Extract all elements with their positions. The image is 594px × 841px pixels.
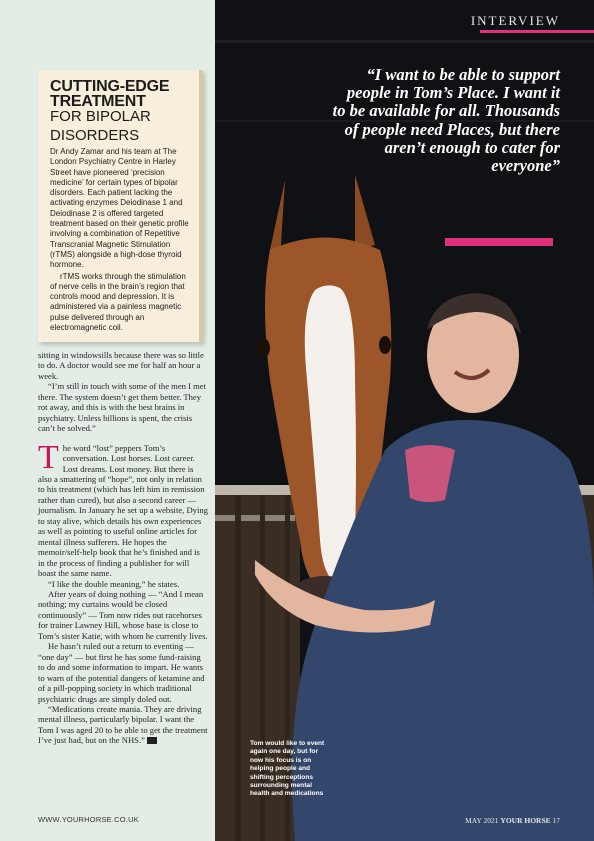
sidebar-subtitle-line1: FOR BIPOLAR — [50, 108, 151, 125]
pull-quote: “I want to be able to support people in Tom’s Place. I want it to be available for all. Thousands of people need Places, but there aren’t enough to cater for everyone” — [332, 65, 560, 176]
footer-issue-date: MAY 2021 — [465, 816, 499, 825]
article-body — [38, 350, 208, 746]
photo-caption: Tom would like to event again one day, but for now his focus is on helping people and shifting perceptions surrounding mental health and medications — [250, 740, 325, 798]
body-paragraph-3 — [38, 438, 208, 579]
body-paragraph-7-text: “Medications create mania. They are driving mental illness, particularly bipolar. I want the Tom I was aged 20 to be able to get the treatment I’ve just had, but on the NHS.” — [38, 703, 208, 746]
section-label: INTERVIEW — [470, 13, 560, 28]
sidebar-title-line2: TREATMENT — [50, 93, 146, 110]
body-paragraph-6: He hasn’t ruled out a return to eventing — “one day” — but first he has some fund-raising to do and some information to impart. He wants to warn of the potential dangers of ketamine and of a pill-popping society in which traditional psychiatric drugs are simply doled out. — [38, 641, 205, 704]
sidebar-title-line1: CUTTING-EDGE — [50, 78, 170, 95]
footer-issue-info — [465, 816, 560, 825]
pull-quote-bar — [445, 238, 553, 246]
body-paragraph-2: “I’m still in touch with some of the men I met there. The system doesn’t get them better. They rot away, and this is with the best brains in psychiatry. Unless billions is spent, the crisis can’t be solved.” — [38, 381, 206, 434]
section-label-underline — [480, 30, 594, 33]
body-paragraph-4: “I like the double meaning,” he states. — [48, 578, 180, 589]
body-paragraph-1: sitting in windowsills because there was so little to do. A doctor would see me for half an hour a week. — [38, 350, 204, 381]
footer-website: WWW.YOURHORSE.CO.UK — [38, 815, 139, 824]
end-mark-icon — [147, 737, 157, 744]
footer-page-number: 17 — [552, 816, 560, 825]
body-paragraph-3-text: he word “lost” peppers Tom’s conversation. Lost horses. Lost career. Lost dreams. Lost money. But there is also a smattering of “hope”, not only in relation to his treatment (which has left him in remission rather than cured), but also a second career — journalism. In January he set up a website, Dying to stay alive, which details his own experiences as well as pointing to useful online articles for mental illness sufferers. He hopes the memoir/self-help book that he’s finished and is in the process of finding a publisher for will boast the same name. — [38, 442, 208, 579]
sidebar-paragraph-1: Dr Andy Zamar and his team at The London Psychiatry Centre in Harley Street have pioneered ‘precision medicine’ for certain types of bipolar disorders. Each patient lacking the activating enzymes Deiodinase 1 and Deiodinase 2 is offered targeted treatment based on their genetic profile involving a combination of Repetitive Transcranial Magnetic Stimulation (rTMS) alongside a high-dose thyroid hormone. — [50, 147, 189, 270]
body-paragraph-7 — [38, 704, 208, 746]
drop-cap: T — [38, 438, 59, 476]
sidebar-paragraph-2: rTMS works through the stimulation of nerve cells in the brain’s region that controls mood and depression. It is administered via a painless magnetic pulse delivered through an electromagnetic coil. — [50, 271, 186, 333]
footer-magazine-name: YOUR HORSE — [500, 816, 551, 825]
sidebar-box — [38, 70, 203, 342]
body-paragraph-5: After years of doing nothing — “And I mean nothing; my curtains would be closed continuously” — Tom now rides out racehorses for trainer Lawney Hill, whose base is close to Tom’s sister Katie, with whom he currently lives. — [38, 588, 208, 641]
sidebar-subtitle-line2: DISORDERS — [50, 127, 140, 144]
